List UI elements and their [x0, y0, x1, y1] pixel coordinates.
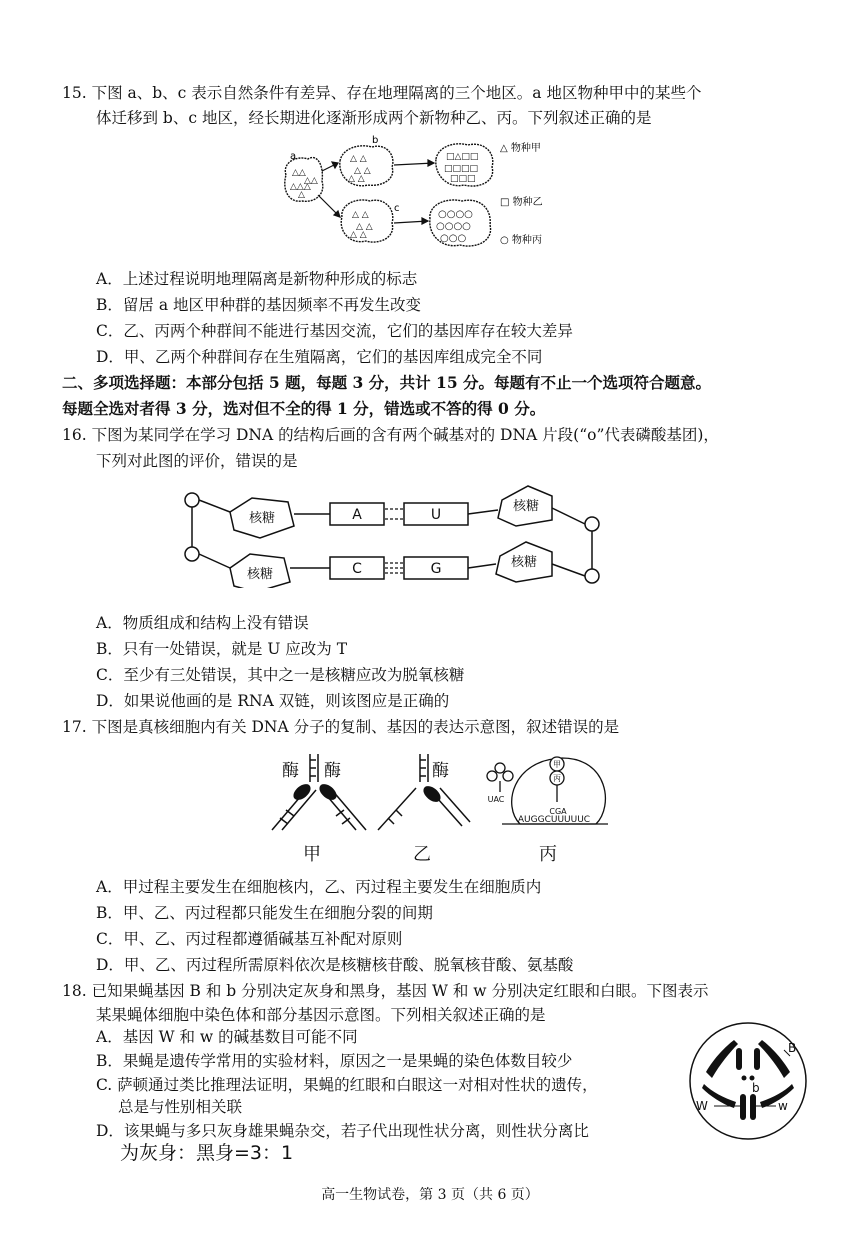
codon-label: CGA — [549, 807, 567, 816]
q18-stem-line2: 某果蝇体细胞中染色体和部分基因示意图。下列相关叙述正确的是 — [96, 1006, 546, 1024]
svg-text:○○○○: ○○○○ — [436, 221, 471, 232]
svg-text:□□□: □□□ — [450, 174, 476, 184]
svg-text:△ △: △ △ — [350, 230, 367, 240]
svg-text:△ △: △ △ — [356, 222, 373, 232]
svg-text:△ △: △ △ — [354, 166, 371, 176]
legend-species-yi: □ 物种乙 — [500, 197, 543, 208]
process-label-jia: 甲 — [303, 844, 321, 865]
region-a-label: a — [290, 151, 297, 162]
q15-stem-line1: 15. 下图 a、b、c 表示自然条件有差异、存在地理隔离的三个地区。a 地区物种甲中的某些个 — [62, 84, 702, 102]
amino-acid-jia-label: 甲 — [553, 760, 561, 769]
q16-option-a: A．物质组成和结构上没有错误 — [96, 614, 309, 632]
q15-option-d: D．甲、乙两个种群间存在生殖隔离，它们的基因库组成完全不同 — [96, 348, 543, 366]
q17-option-d: D．甲、乙、丙过程所需原料依次是核糖核苷酸、脱氧核苷酸、氨基酸 — [96, 956, 574, 974]
q18-option-c-line2: 总是与性别相关联 — [118, 1098, 243, 1116]
svg-text:○○○: ○○○ — [440, 233, 467, 244]
svg-text:△△: △△ — [292, 168, 306, 178]
svg-text:□□□□: □□□□ — [444, 164, 479, 174]
q15-option-c: C．乙、丙两个种群间不能进行基因交流，它们的基因库存在较大差异 — [96, 322, 573, 340]
enzyme-label-3: 酶 — [432, 761, 449, 781]
svg-text:△ △: △ △ — [350, 154, 367, 164]
section2-instructions-line2: 每题全选对者得 3 分，选对但不全的得 1 分，错选或不答的得 0 分。 — [62, 399, 546, 418]
mrna-sequence-label: AUGGCUUUUUC — [517, 815, 591, 825]
legend-species-jia: △ 物种甲 — [500, 143, 541, 154]
q16-option-c: C．至少有三处错误，其中之一是核糖应改为脱氧核糖 — [96, 666, 465, 684]
q18-stem-line1: 18. 已知果蝇基因 B 和 b 分别决定灰身和黑身，基因 W 和 w 分别决定红眼和白眼。下图表示 — [62, 982, 709, 1000]
page-footer: 高一生物试卷，第 3 页（共 6 页） — [321, 1187, 539, 1203]
sugar-bottom-right-label: 核糖 — [510, 555, 538, 570]
q17-stem: 17. 下图是真核细胞内有关 DNA 分子的复制、基因的表达示意图，叙述错误的是 — [62, 718, 620, 736]
q18-option-c-line1: C. 萨顿通过类比推理法证明，果蝇的红眼和白眼这一对相对性状的遗传， — [96, 1076, 598, 1094]
process-label-yi: 乙 — [413, 844, 431, 865]
q16-option-b: B．只有一处错误，就是 U 应改为 T — [96, 640, 348, 658]
q15-option-b: B．留居 a 地区甲种群的基因频率不再发生改变 — [96, 296, 421, 314]
gene-b-label: b — [752, 1081, 760, 1095]
gene-W-label: W — [696, 1099, 708, 1113]
gene-w-label: w — [778, 1099, 788, 1113]
q16-dna-figure — [180, 478, 610, 588]
legend-species-bing: ○ 物种丙 — [500, 235, 542, 246]
svg-text:○○○○: ○○○○ — [438, 209, 473, 220]
section2-instructions-line1: 二、多项选择题：本部分包括 5 题，每题 3 分，共计 15 分。每题有不止一个选项符合题意。 — [62, 373, 712, 392]
q16-stem-line2: 下列对此图的评价，错误的是 — [96, 452, 298, 470]
q17-option-c: C．甲、乙、丙过程都遵循碱基互补配对原则 — [96, 930, 403, 948]
q18-option-b: B．果蝇是遗传学常用的实验材料，原因之一是果蝇的染色体数目较少 — [96, 1052, 573, 1070]
region-b-label: b — [372, 135, 379, 146]
base-a-label: A — [352, 507, 362, 523]
q18-option-d-line1: D．该果蝇与多只灰身雄果蝇杂交，若子代出现性状分离，则性状分离比 — [96, 1122, 589, 1140]
q17-replication-expression-figure — [262, 746, 612, 866]
q18-option-d-line2-handwritten: 为灰身：黑身=3：1 — [120, 1142, 294, 1164]
q17-option-b: B．甲、乙、丙过程都只能发生在细胞分裂的间期 — [96, 904, 433, 922]
gene-B-label: B — [788, 1041, 797, 1055]
sugar-top-right-label: 核糖 — [512, 499, 540, 514]
svg-text:□△□□: □△□□ — [446, 152, 479, 162]
base-g-label: G — [430, 561, 442, 577]
q16-option-d: D．如果说他画的是 RNA 双链，则该图应是正确的 — [96, 692, 450, 710]
q16-stem-line1: 16. 下图为某同学在学习 DNA 的结构后画的含有两个碱基对的 DNA 片段(“o”代表磷酸基团)， — [62, 426, 719, 444]
svg-text:△△: △△ — [304, 176, 318, 186]
enzyme-label-1: 酶 — [282, 761, 299, 781]
base-u-label: U — [430, 507, 442, 523]
svg-text:△△△: △△△ — [290, 182, 311, 192]
svg-text:△: △ — [298, 190, 305, 200]
q18-chromosome-figure — [684, 1022, 812, 1140]
svg-text:△ △: △ △ — [348, 174, 365, 184]
sugar-top-left-label: 核糖 — [248, 511, 276, 526]
q18-option-a: A．基因 W 和 w 的碱基数目可能不同 — [96, 1028, 358, 1046]
sugar-bottom-left-label: 核糖 — [246, 567, 274, 582]
trna-anticodon-label: UAC — [487, 795, 505, 804]
svg-text:△ △: △ △ — [352, 210, 369, 220]
process-label-bing: 丙 — [539, 844, 557, 865]
q15-speciation-figure — [278, 133, 578, 263]
amino-acid-bing-label: 丙 — [553, 774, 561, 783]
q15-option-a: A．上述过程说明地理隔离是新物种形成的标志 — [96, 270, 418, 288]
base-c-label: C — [352, 561, 362, 577]
enzyme-label-2: 酶 — [324, 761, 341, 781]
q17-option-a: A．甲过程主要发生在细胞核内，乙、丙过程主要发生在细胞质内 — [96, 878, 542, 896]
q15-stem-line2: 体迁移到 b、c 地区，经长期进化逐渐形成两个新物种乙、丙。下列叙述正确的是 — [96, 109, 652, 127]
region-c-label: c — [394, 203, 400, 214]
